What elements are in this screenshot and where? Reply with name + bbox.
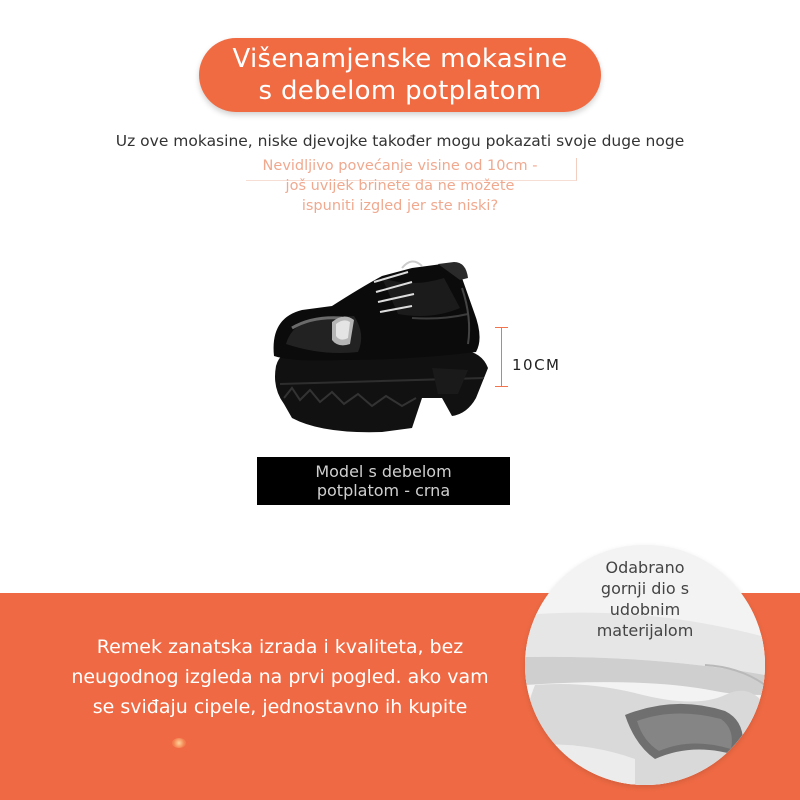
height-note: [0, 156, 800, 216]
height-label: 10CM: [512, 356, 561, 374]
material-line-3: udobnim: [609, 600, 681, 619]
promo-line-2: neugodnog izgleda na prvi pogled. ako vam: [71, 666, 489, 688]
material-line-1: Odabrano: [605, 558, 685, 577]
note-line-3: ispuniti izgled jer ste niski?: [301, 198, 499, 214]
material-circle: [525, 545, 765, 785]
note-line-2: još uvijek brinete da ne možete: [285, 178, 515, 194]
material-caption: [525, 557, 765, 641]
promo-line-1: Remek zanatska izrada i kvaliteta, bez: [96, 636, 464, 658]
model-caption: [257, 457, 510, 505]
model-caption-line-2: potplatom - crna: [316, 481, 451, 500]
shoe-image: [262, 248, 498, 438]
dimension-tick-bottom: [495, 386, 508, 387]
dimension-line: [501, 327, 502, 387]
model-caption-line-1: Model s debelom: [315, 462, 452, 481]
promo-text: [40, 632, 520, 722]
light-glow: [172, 738, 186, 748]
subtitle: Uz ove mokasine, niske djevojke također mogu pokazati svoje duge noge: [115, 132, 685, 150]
title-line-1: Višenamjenske mokasine: [232, 44, 568, 74]
title-banner: [199, 38, 601, 112]
material-line-4: materijalom: [596, 621, 694, 640]
note-line-1: Nevidljivo povećanje visine od 10cm -: [262, 158, 538, 174]
material-line-2: gornji dio s: [600, 579, 690, 598]
title-line-2: s debelom potplatom: [258, 76, 542, 106]
promo-line-3: se sviđaju cipele, jednostavno ih kupite: [92, 696, 468, 718]
